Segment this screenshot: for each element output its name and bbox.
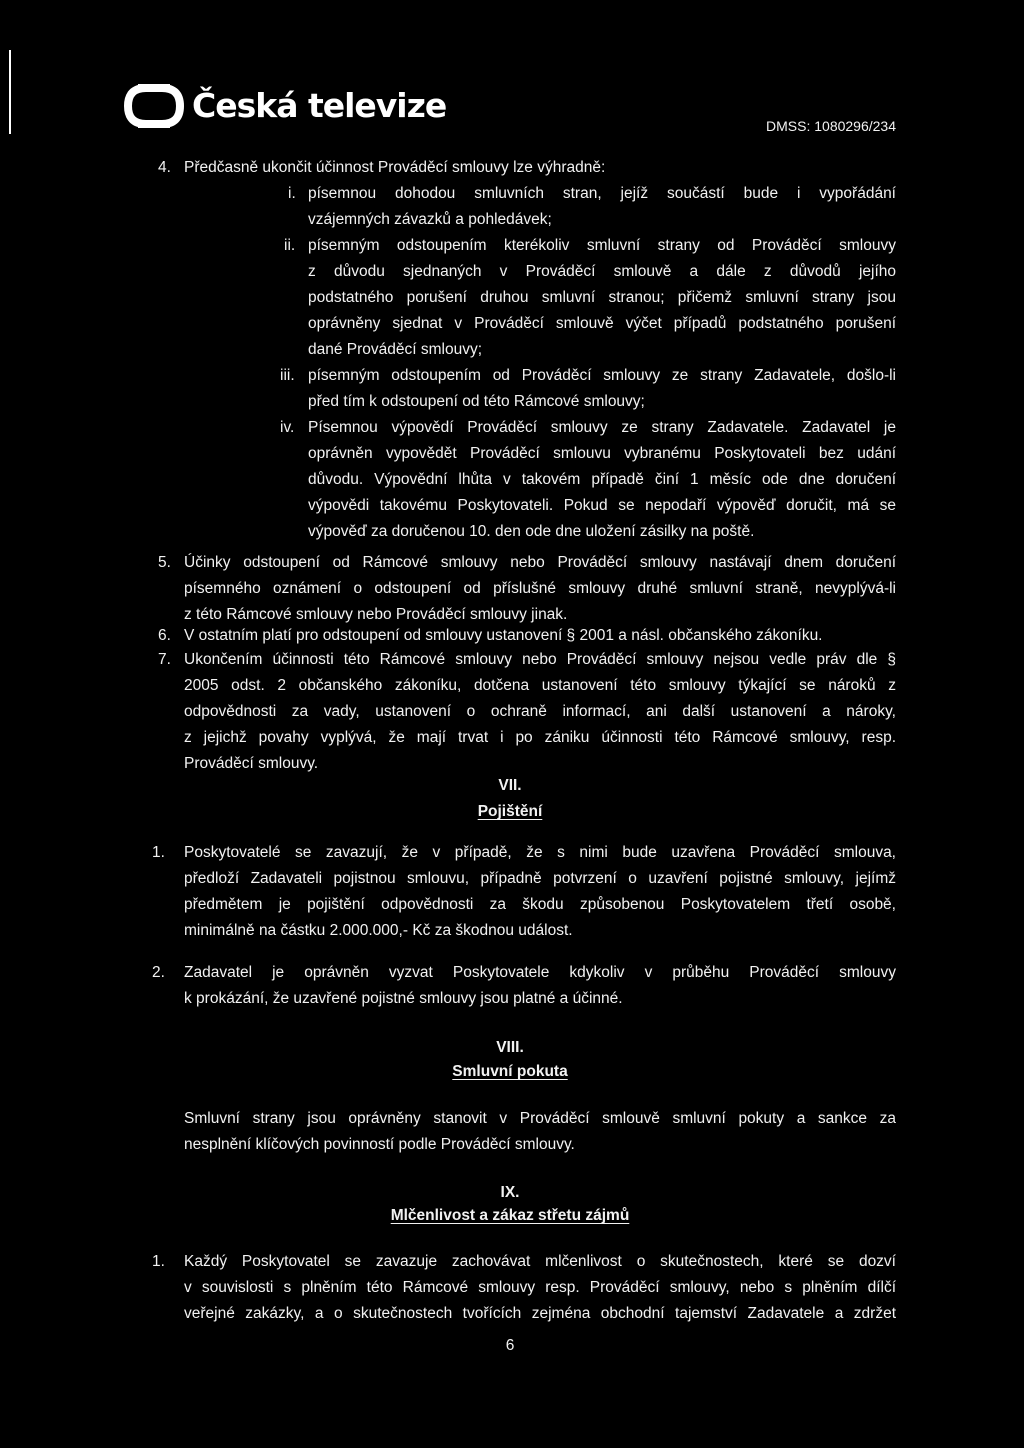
item-line: vzájemných závazků a pohledávek;	[308, 211, 552, 228]
ct-logo-icon	[124, 84, 184, 128]
article-number: IX.	[500, 1184, 520, 1201]
article-number: VII.	[498, 777, 522, 794]
paragraph-line: Zadavatel je oprávněn vyzvat Poskytovatele kdykoliv v průběhu Prováděcí smlouvy	[184, 964, 896, 981]
item-line: oprávněn vypovědět Prováděcí smlouvu vybranému Poskytovateli bez udání	[308, 445, 896, 462]
paragraph-number: 2.	[152, 964, 165, 981]
paragraph-line: předloží Zadavateli pojistnou smlouvu, případně potvrzení o uzavření pojistné smlouvy, jejímž	[184, 870, 896, 887]
paragraph-line: k prokázání, že uzavřené pojistné smlouvy jsou platné a účinné.	[184, 990, 623, 1007]
item-label: i.	[288, 185, 296, 202]
paragraph-line: 2005 odst. 2 občanského zákoníku, dotčena ustanovení této smlouvy týkající se nároků z	[184, 677, 896, 694]
paragraph-line: Poskytovatelé se zavazují, že v případě, že s nimi bude uzavřena Prováděcí smlouva,	[184, 844, 896, 861]
item-line: z důvodu sjednaných v Prováděcí smlouvě a dále z důvodů jejího	[308, 263, 896, 280]
item-line: dané Prováděcí smlouvy;	[308, 341, 483, 358]
item-line: výpovědi takovému Poskytovateli. Pokud se nepodaří výpověď doručit, má se	[308, 497, 896, 514]
paragraph-line: v souvislosti s plněním této Rámcové smlouvy resp. Prováděcí smlouvy, nebo s plněním dílčí	[184, 1279, 896, 1296]
paragraph-line: předmětem je pojištění odpovědnosti za škodu způsobenou Poskytovatelem třetí osobě,	[184, 896, 896, 913]
item-line: výpověď za doručenou 10. den ode dne uložení zásilky na poště.	[308, 523, 755, 540]
item-line: podstatného porušení druhou smluvní stranou; přičemž smluvní strany jsou	[308, 289, 896, 306]
item-line: písemným odstoupením od Prováděcí smlouvy ze strany Zadavatele, došlo-li	[308, 367, 896, 384]
item-line: před tím k odstoupení od této Rámcové smlouvy;	[308, 393, 645, 410]
paragraph-line: Účinky odstoupení od Rámcové smlouvy nebo Prováděcí smlouvy nastávají dnem doručení	[184, 554, 896, 571]
paragraph-line: odpovědnosti za vady, ustanovení o ochraně informací, ani další ustanovení a nároky,	[184, 703, 896, 720]
scan-edge-line	[9, 50, 11, 134]
paragraph-line: nesplnění klíčových povinností podle Prováděcí smlouvy.	[184, 1136, 575, 1153]
item-label: ii.	[284, 237, 296, 254]
article-title: Pojištění	[477, 803, 543, 820]
item-line: Písemnou výpovědí Prováděcí smlouvy ze strany Zadavatele. Zadavatel je	[308, 419, 896, 436]
section-intro: Předčasně ukončit účinnost Prováděcí smlouvy lze výhradně:	[184, 159, 606, 176]
paragraph-line: písemného oznámení o odstoupení od příslušné smlouvy druhé smluvní straně, nevyplývá-li	[184, 580, 896, 597]
article-title: Smluvní pokuta	[452, 1063, 568, 1080]
paragraph-line: Smluvní strany jsou oprávněny stanovit v Prováděcí smlouvě smluvní pokuty a sankce za	[184, 1110, 896, 1127]
article-title: Mlčenlivost a zákaz střetu zájmů	[390, 1207, 630, 1224]
section-number: 7.	[158, 651, 171, 668]
paragraph-line: Ukončením účinnosti této Rámcové smlouvy nebo Prováděcí smlouvy nejsou vedle práv dle §	[184, 651, 896, 668]
paragraph-line: z jejichž povahy vyplývá, že mají trvat i po zániku účinnosti této Rámcové smlouvy, resp.	[184, 729, 896, 746]
item-line: důvodu. Výpovědní lhůta v takovém případě činí 1 měsíc ode dne doručení	[308, 471, 896, 488]
paragraph-line: veřejné zakázky, a o skutečnostech tvořících zejména obchodní tajemství Zadavatele a zdržet	[184, 1305, 896, 1322]
page-number: 6	[505, 1337, 515, 1354]
paragraph-line: V ostatním platí pro odstoupení od smlouvy ustanovení § 2001 a násl. občanského zákoníku.	[184, 627, 823, 644]
paragraph-number: 1.	[152, 844, 165, 861]
paragraph-line: z této Rámcové smlouvy nebo Prováděcí smlouvy jinak.	[184, 606, 568, 623]
paragraph-number: 1.	[152, 1253, 165, 1270]
item-line: oprávněny sjednat v Prováděcí smlouvě výčet případů podstatného porušení	[308, 315, 896, 332]
section-number: 5.	[158, 554, 171, 571]
article-number: VIII.	[496, 1039, 524, 1056]
item-line: písemným odstoupením kterékoliv smluvní strany od Prováděcí smlouvy	[308, 237, 896, 254]
item-label: iv.	[280, 419, 295, 436]
paragraph-line: Každý Poskytovatel se zavazuje zachovávat mlčenlivost o skutečnostech, které se dozví	[184, 1253, 896, 1270]
document-id: DMSS: 1080296/234	[766, 118, 896, 134]
section-number: 4.	[158, 159, 171, 176]
item-line: písemnou dohodou smluvních stran, jejíž součástí bude i vypořádání	[308, 185, 896, 202]
paragraph-line: Prováděcí smlouvy.	[184, 755, 319, 772]
logo	[124, 84, 446, 128]
item-label: iii.	[280, 367, 295, 384]
brand-name: Česká televize	[192, 86, 447, 125]
section-number: 6.	[158, 627, 171, 644]
paragraph-line: minimálně na částku 2.000.000,- Kč za škodnou událost.	[184, 922, 573, 939]
